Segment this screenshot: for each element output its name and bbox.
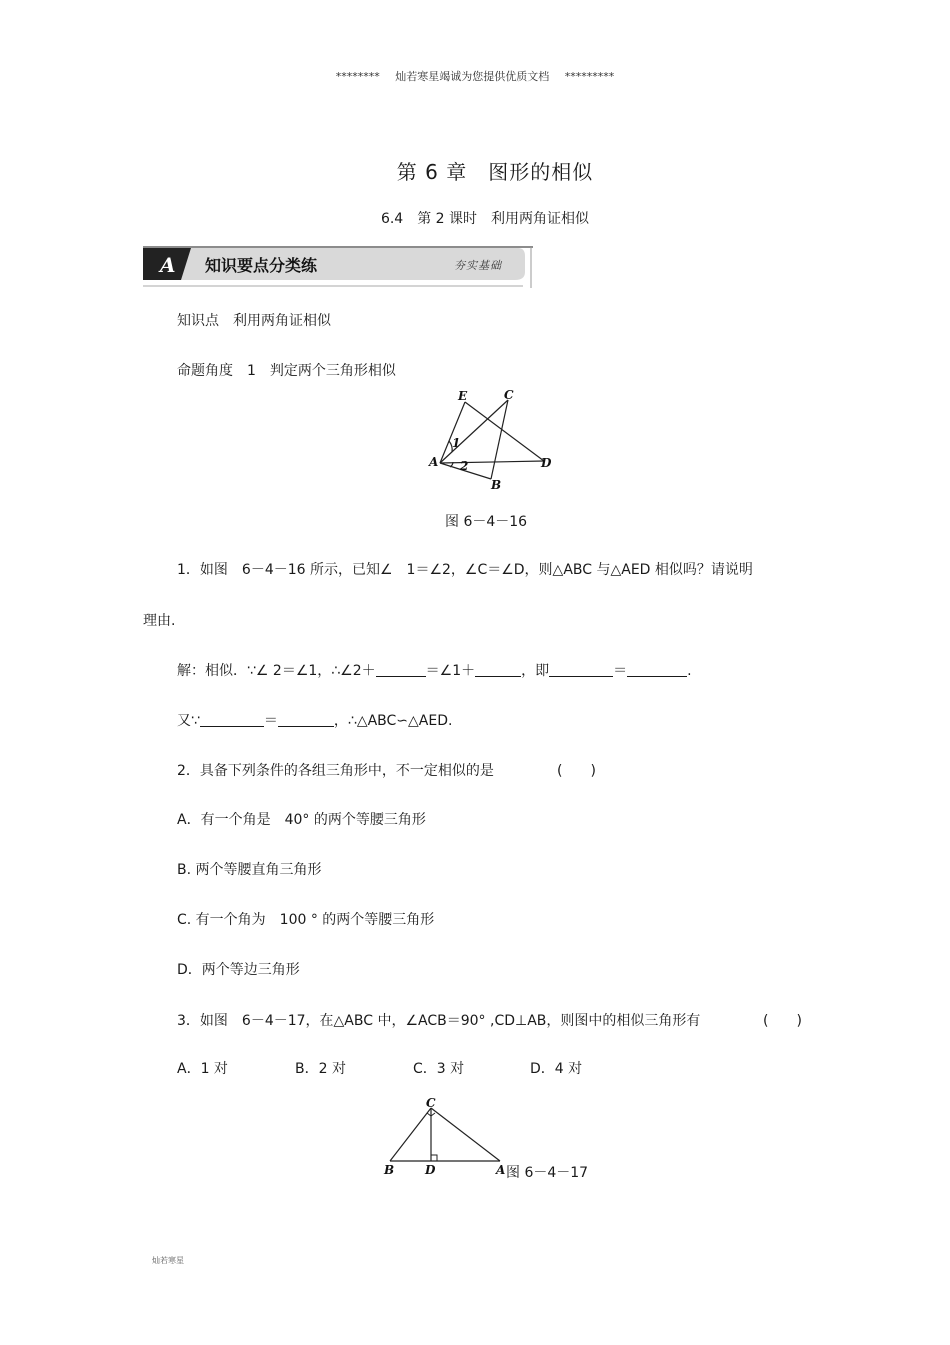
seg-ed	[465, 402, 544, 461]
seg-cb	[491, 400, 508, 479]
q1-blank-2[interactable]	[475, 662, 521, 677]
q2-option-c: C. 有一个角为 100 ° 的两个等腰三角形	[177, 912, 435, 928]
figure1-caption: 图 6－4－16	[445, 514, 528, 530]
label-d2: D	[425, 1163, 436, 1177]
knowledge-point: 知识点 利用两角证相似	[177, 313, 331, 329]
q1-sol-d: ＝	[613, 663, 628, 679]
q1-sol2-c: ，∴△ABC∽△AED.	[333, 713, 453, 729]
label-a: A	[429, 455, 439, 469]
figure-6-4-17	[380, 1092, 510, 1182]
label-b: B	[491, 478, 502, 492]
header-stars-right: *********	[564, 70, 615, 83]
label-angle-1: 1	[452, 436, 461, 450]
q3-option-a: A．1 对	[177, 1061, 228, 1077]
figure2-caption: 图 6－4－17	[506, 1165, 589, 1181]
q1-sol-b: ＝∠1＋	[425, 663, 476, 679]
label-c: C	[504, 388, 514, 402]
q1-blank-5[interactable]	[200, 712, 264, 727]
banner-subtitle: 夯实基础	[454, 259, 502, 272]
header-slogan: 灿若寒星竭诚为您提供优质文档	[395, 70, 550, 83]
q2-answer-paren[interactable]: ( )	[557, 763, 596, 779]
label-angle-2: 2	[460, 459, 469, 473]
q1-sol2-b: ＝	[263, 713, 278, 729]
q1-line1: 1．如图 6－4－16 所示，已知∠ 1＝∠2，∠C＝∠D，则△ABC 与△AED 相似吗？请说明	[177, 562, 753, 578]
q3-option-c: C．3 对	[413, 1061, 465, 1077]
label-b2: B	[384, 1163, 395, 1177]
q2-option-b: B. 两个等腰直角三角形	[177, 862, 322, 878]
seg-bc	[390, 1108, 431, 1161]
header-stars-left: ********	[335, 70, 380, 83]
q1-blank-1[interactable]	[376, 662, 426, 677]
angle-heading: 命题角度 1 判定两个三角形相似	[177, 363, 396, 379]
q1-solution-line1	[177, 660, 692, 680]
label-d: D	[541, 456, 552, 470]
q1-sol2-a: 又∵	[177, 713, 200, 729]
chapter-title: 第 6 章 图形的相似	[396, 160, 594, 184]
q1-line2: 理由.	[143, 613, 176, 629]
q1-sol-c: ，即	[521, 663, 550, 679]
q3-answer-paren[interactable]: ( )	[763, 1013, 802, 1029]
page-footer: 灿若寒星	[152, 1256, 184, 1265]
seg-ad	[440, 461, 544, 463]
q2-stem: 2．具备下列条件的各组三角形中，不一定相似的是	[177, 763, 494, 779]
seg-ca	[431, 1108, 500, 1161]
q1-sol-e: .	[687, 663, 692, 679]
banner-title: 知识要点分类练	[205, 256, 318, 275]
q3-option-d: D．4 对	[530, 1061, 583, 1077]
label-a2: A	[496, 1163, 506, 1177]
q3-option-b: B．2 对	[295, 1061, 346, 1077]
q1-blank-3[interactable]	[549, 662, 613, 677]
right-angle-mark-d	[431, 1155, 437, 1161]
q1-blank-4[interactable]	[627, 662, 687, 677]
q1-sol-a: 解：相似．∵∠ 2＝∠1，∴∠2＋	[177, 663, 376, 679]
section-banner	[143, 246, 533, 288]
lesson-title: 6.4 第 2 课时 利用两角证相似	[380, 211, 590, 227]
seg-ae	[440, 402, 465, 463]
q2-option-a: A．有一个角是 40° 的两个等腰三角形	[177, 812, 426, 828]
page-header	[0, 68, 950, 84]
q1-blank-6[interactable]	[278, 712, 334, 727]
banner-badge: A	[160, 253, 176, 277]
q2-option-d: D．两个等边三角形	[177, 962, 300, 978]
label-c2: C	[426, 1096, 436, 1110]
label-e: E	[458, 389, 468, 403]
q1-solution-line2	[177, 710, 452, 730]
figure-6-4-16	[420, 388, 570, 498]
q3-stem: 3．如图 6－4－17，在△ABC 中，∠ACB＝90° ,CD⊥AB，则图中的相似三角形有	[177, 1013, 701, 1029]
